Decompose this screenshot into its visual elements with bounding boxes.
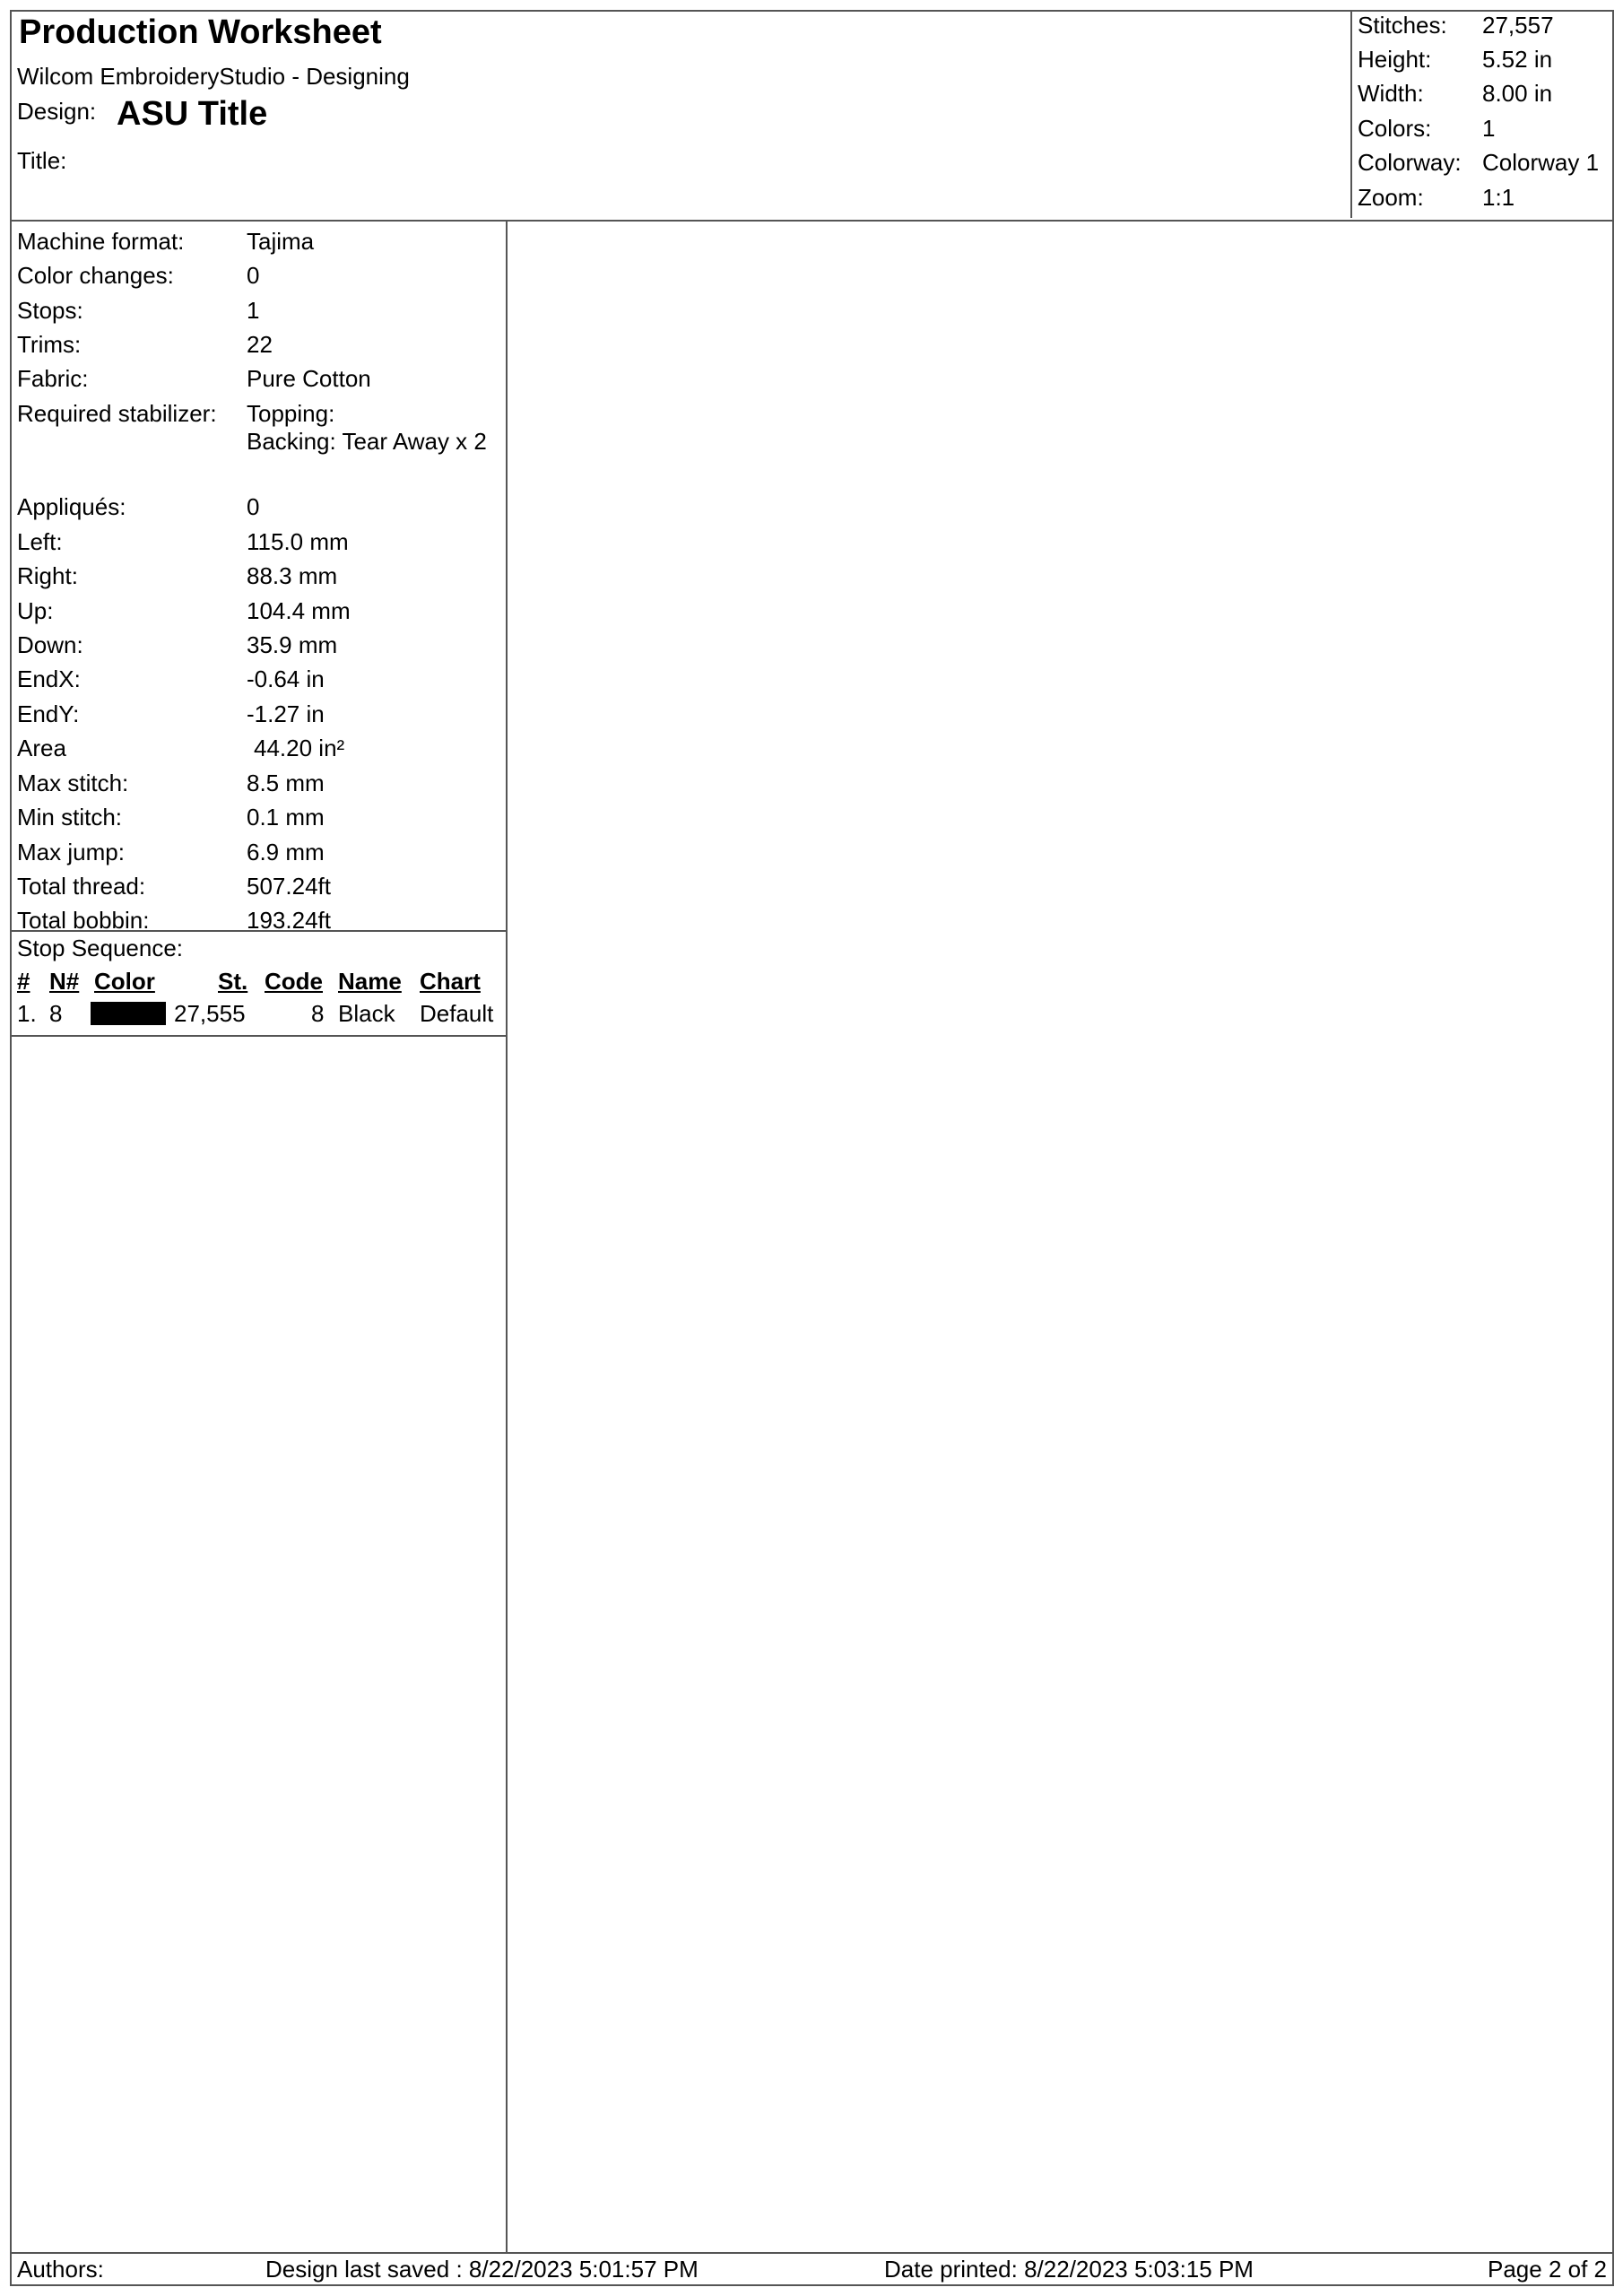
col-header-stitches: St. — [218, 968, 248, 995]
design-info-panel: Machine format: Tajima Color changes: 0 Stops: 1 Trims: 22 Fabric: Pure Cotton Required stabilizer: Topping: Backing: Tear Away x 2 Appliqués: 0 Left: 115.0 mm Right: 88.3 mm Up: 104.4 mm Down: 35.9 mm EndX: -0.64 in EndY: -1.27 in Area 44.20 in² Max stitch: 8.5 mm Min stitch: 0.1 mm Max jump: 6.9 mm Total thread: 507.24ft Total bobbin: 193.24ft Stop Sequence: # N# Color St. Code Name Chart 1. 8 27,555 8 Black Default — [12, 220, 508, 2252]
stop-sequence-title: Stop Sequence: — [17, 935, 184, 961]
page-title: Production Worksheet — [19, 13, 382, 51]
design-name: ASU Title — [117, 95, 268, 133]
stabilizer-topping: Topping: — [247, 400, 335, 427]
stat-value: Colorway 1 — [1482, 149, 1600, 176]
worksheet-header — [12, 12, 1612, 222]
col-header-color: Color — [94, 968, 155, 995]
footer-last-saved: Design last saved : 8/22/2023 5:01:57 PM — [265, 2256, 699, 2283]
stat-label: Stitches: — [1358, 12, 1447, 39]
worksheet-footer — [12, 2252, 1612, 2284]
stat-label: Height: — [1358, 46, 1432, 73]
col-header-code: Code — [265, 968, 323, 995]
stat-label: Zoom: — [1358, 184, 1424, 211]
stabilizer-backing: Backing: Tear Away x 2 — [247, 428, 487, 455]
stat-value: 1 — [1482, 115, 1496, 142]
design-label: Design: — [17, 98, 97, 125]
col-header-chart: Chart — [420, 968, 481, 995]
row-chart: Default — [420, 1000, 494, 1027]
col-header-needle: N# — [49, 968, 80, 995]
color-swatch — [91, 1002, 166, 1025]
row-name: Black — [338, 1000, 395, 1027]
row-code: 8 — [311, 1000, 325, 1027]
stat-value: 8.00 in — [1482, 80, 1553, 107]
design-stats-box — [1350, 12, 1612, 218]
stat-label: Width: — [1358, 80, 1424, 107]
stop-sequence-table — [12, 930, 506, 1037]
stat-value: 27,557 — [1482, 12, 1554, 39]
production-worksheet — [10, 10, 1614, 2286]
stat-label: Colorway: — [1358, 149, 1462, 176]
stat-label: Colors: — [1358, 115, 1432, 142]
row-num: 1. — [17, 1000, 37, 1027]
footer-page-number: Page 2 of 2 — [1488, 2256, 1607, 2283]
col-header-name: Name — [338, 968, 402, 995]
stat-value: 1:1 — [1482, 184, 1515, 211]
stat-value: 5.52 in — [1482, 46, 1553, 73]
footer-date-printed: Date printed: 8/22/2023 5:03:15 PM — [884, 2256, 1254, 2283]
row-stitches: 27,555 — [174, 1000, 246, 1027]
col-header-num: # — [17, 968, 30, 995]
title-label: Title: — [17, 147, 67, 174]
footer-authors: Authors: — [17, 2256, 104, 2283]
app-name: Wilcom EmbroideryStudio - Designing — [17, 63, 410, 90]
row-needle: 8 — [49, 1000, 63, 1027]
